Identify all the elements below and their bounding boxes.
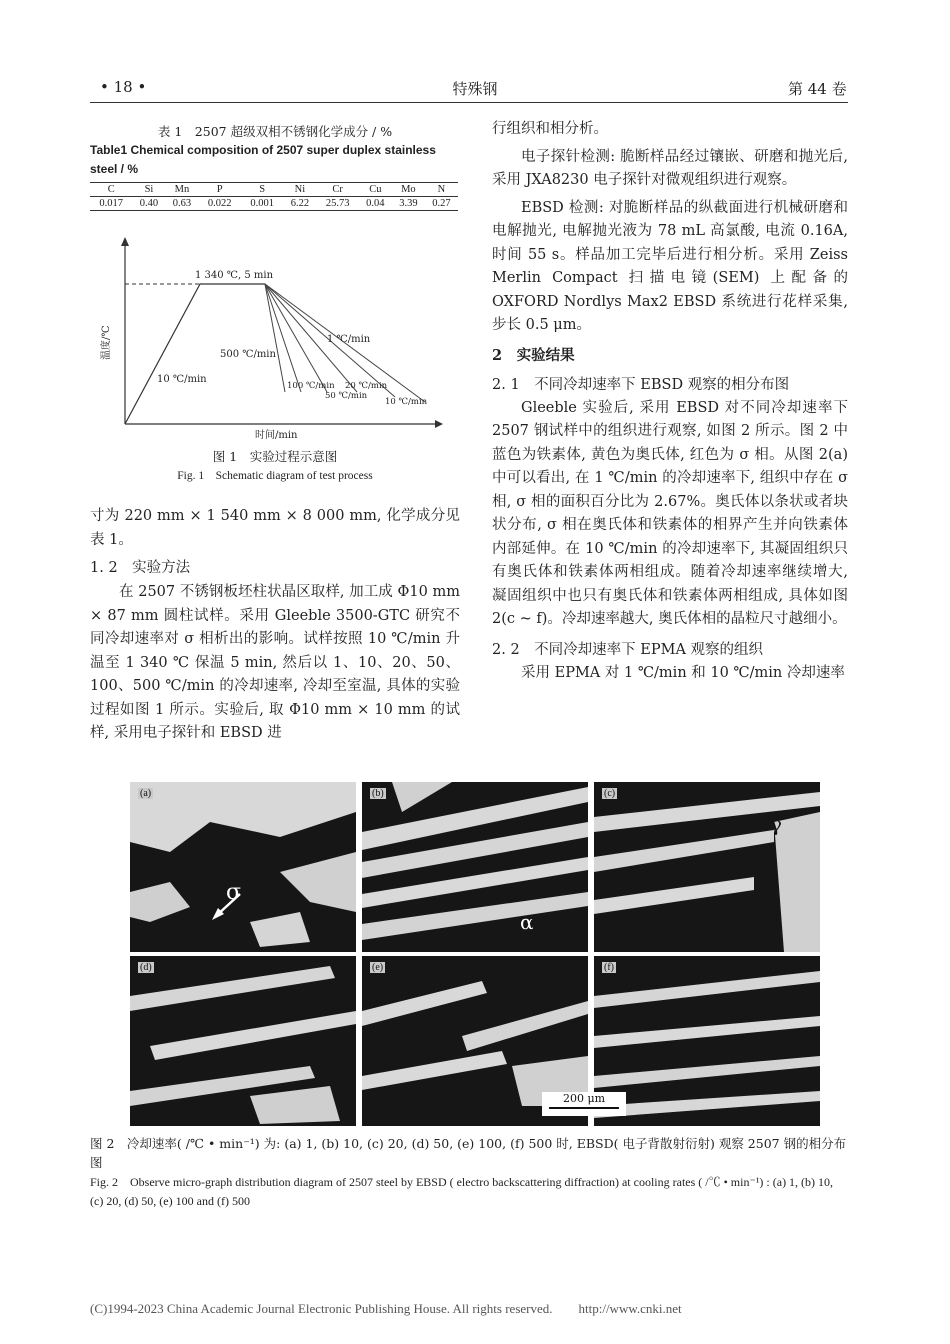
rate-label-20: 20 ℃/min [345, 381, 388, 391]
section-heading: 1. 2 实验方法 [90, 560, 191, 576]
rate-label-100: 100 ℃/min [287, 381, 335, 391]
micrograph-panel-a [130, 782, 356, 952]
scale-bar-label: 200 μm [562, 1092, 606, 1105]
right-column-text [492, 118, 848, 685]
paragraph: 行组织和相分析。 [492, 121, 608, 137]
micrograph-a-image [130, 782, 356, 952]
left-column-text [90, 505, 460, 746]
table-cell: 0.017 [99, 198, 124, 209]
figure2-caption-cn: 图 2 冷却速率( /℃ • min⁻¹) 为: (a) 1, (b) 10, (c) 20, (d) 50, (e) 100, (f) 500 时, EBSD( 电子背散射衍射) 观察 2507 钢的相分布图 [90, 1136, 847, 1170]
table-cell: 25.73 [325, 198, 350, 209]
gamma-phase-label: γ [770, 812, 782, 836]
journal-title: 特殊钢 [452, 80, 498, 98]
volume-label: 第 44 卷 [788, 80, 847, 98]
panel-label: (d) [140, 962, 152, 973]
micrograph-panel-f [594, 956, 820, 1126]
table-cell: 0.022 [207, 198, 232, 209]
heating-rate-label: 10 ℃/min [157, 374, 207, 385]
table1-caption-cn: 表 1 2507 超级双相不锈钢化学成分 / % [157, 124, 393, 139]
col-header: Mo [401, 184, 416, 195]
micrograph-d-image [130, 956, 356, 1126]
composition-table [90, 182, 458, 211]
col-header: S [259, 184, 266, 195]
table1-caption-en: Table1 Chemical composition of 2507 super duplex stainless steel / % [90, 143, 436, 176]
table-header-row [90, 183, 458, 197]
paragraph: EBSD 检测: 对脆断样品的纵截面进行机械研磨和电解抛光, 电解抛光液为 78 mL 高氯酸, 电流 0.16A, 时间 55 s。样品加工完毕后进行相分析。采用 Zeiss Merlin Compact 扫描电镜(SEM) 上配备的 OXFORD Nordlys Max2 EBSD 系统进行花样采集, 步长 0.5 μm。 [492, 199, 848, 333]
paragraph: 在 2507 不锈钢板坯柱状晶区取样, 加工成 Φ10 mm × 87 mm 圆柱试样。采用 Gleeble 3500-GTC 研究不同冷却速率对 σ 相析出的影响。试样按照 10 ℃/min 升温至 1 340 ℃ 保温 5 min, 然后以 1、10、20、50、100、500 ℃/min 的冷却速率, 冷却至室温, 具体的实验过程如图 1 所示。实验后, 取 Φ10 mm × 10 mm 的试样, 采用电子探针和 EBSD 进 [90, 584, 460, 741]
rate-label-50: 50 ℃/min [325, 391, 368, 401]
micrograph-f-image [594, 956, 820, 1126]
y-axis-arrow [121, 237, 129, 246]
col-header: Cu [369, 184, 382, 195]
col-header: Mn [174, 184, 190, 195]
table-cell: 0.63 [172, 198, 192, 209]
micrograph-c-image [594, 782, 820, 952]
col-header: Cr [332, 184, 343, 195]
process-schematic [95, 232, 455, 442]
table-row [90, 197, 458, 211]
micrograph-panel-d [130, 956, 356, 1126]
figure2-caption-en: Fig. 2 Observe micro-graph distribution diagram of 2507 steel by EBSD ( electro backscattering diffraction) at cooling rates ( /℃ • min⁻¹) : (a) 1, (b) 10, (c) 20, (d) 50, (e) 100 and (f) 500 [90, 1175, 834, 1208]
section-heading: 2. 2 不同冷却速率下 EPMA 观察的组织 [492, 641, 764, 658]
rate-label-1: 1 ℃/min [327, 334, 371, 345]
paragraph: 电子探针检测: 脆断样品经过镶嵌、研磨和抛光后, 采用 JXA8230 电子探针对微观组织进行观察。 [492, 148, 848, 188]
sigma-phase-label: σ [226, 880, 242, 905]
page-number: • 18 • [100, 78, 147, 96]
table-cell: 0.40 [139, 198, 159, 209]
panel-label: (e) [372, 962, 384, 973]
alpha-phase-label: α [520, 910, 534, 934]
col-header: N [437, 184, 446, 195]
panel-label: (f) [604, 962, 614, 973]
section-heading: 2 实验结果 [492, 346, 575, 364]
panel-label: (a) [140, 788, 152, 799]
panel-label: (b) [372, 788, 384, 799]
table-cell: 6.22 [290, 198, 310, 209]
figure1-caption-en: Fig. 1 Schematic diagram of test process [177, 470, 373, 482]
section-heading: 2. 1 不同冷却速率下 EBSD 观察的相分布图 [492, 376, 790, 393]
ebsd-micrograph-figure [130, 782, 820, 1126]
scale-bar [542, 1092, 626, 1116]
col-header: Si [144, 184, 154, 195]
table-cell: 3.39 [399, 198, 418, 209]
table-cell: 0.04 [366, 198, 385, 209]
col-header: P [216, 184, 223, 195]
x-axis-label: 时间/min [255, 430, 298, 441]
micrograph-panel-c [594, 782, 820, 952]
paragraph: Gleeble 实验后, 采用 EBSD 对不同冷却速率下 2507 钢试样中的组织进行观察, 如图 2 所示。图 2 中蓝色为铁素体, 黄色为奥氏体, 红色为 σ 相。从图 2(a) 中可以看出, 在 1 ℃/min 的冷却速率下, 组织中存在 σ 相, σ 相的面积百分比为 2.67%。奥氏体以条状或者块状分布, σ 相在奥氏体和铁素体的相界产生并向铁素体内部延伸。在 10 ℃/min 的冷却速率下, 其凝固组织只有奥氏体和铁素体两相组成。随着冷却速率继续增大, 凝固组织中也只有奥氏体和铁素体两相组成, 具体如图 2(c ~ f)。冷却速率越大, 奥氏体相的晶粒尺寸越细小。 [492, 399, 848, 627]
x-axis-arrow [435, 420, 443, 428]
rate-label-500: 500 ℃/min [220, 349, 276, 360]
copyright-footer: (C)1994-2023 China Academic Journal Electronic Publishing House. All rights reserved. http://www.cnki.net [90, 1301, 682, 1316]
micrograph-b-image [362, 782, 588, 952]
micrograph-panel-b [362, 782, 588, 952]
figure1-caption-cn: 图 1 实验过程示意图 [212, 449, 338, 464]
header-rule [90, 102, 848, 103]
paragraph: 寸为 220 mm × 1 540 mm × 8 000 mm, 化学成分见表 1。 [90, 508, 460, 548]
cooling-line-500 [265, 284, 285, 392]
col-header: Ni [294, 184, 306, 195]
panel-label: (c) [604, 788, 616, 799]
hold-label: 1 340 ℃, 5 min [195, 270, 274, 281]
table-cell: 0.001 [250, 198, 274, 209]
y-axis-label: 温度/℃ [101, 325, 112, 360]
scale-bar-line [549, 1107, 619, 1109]
col-header: C [107, 184, 115, 195]
paragraph: 采用 EPMA 对 1 ℃/min 和 10 ℃/min 冷却速率 [521, 664, 845, 681]
rate-label-10: 10 ℃/min [385, 397, 428, 407]
table-cell: 0.27 [432, 198, 451, 209]
